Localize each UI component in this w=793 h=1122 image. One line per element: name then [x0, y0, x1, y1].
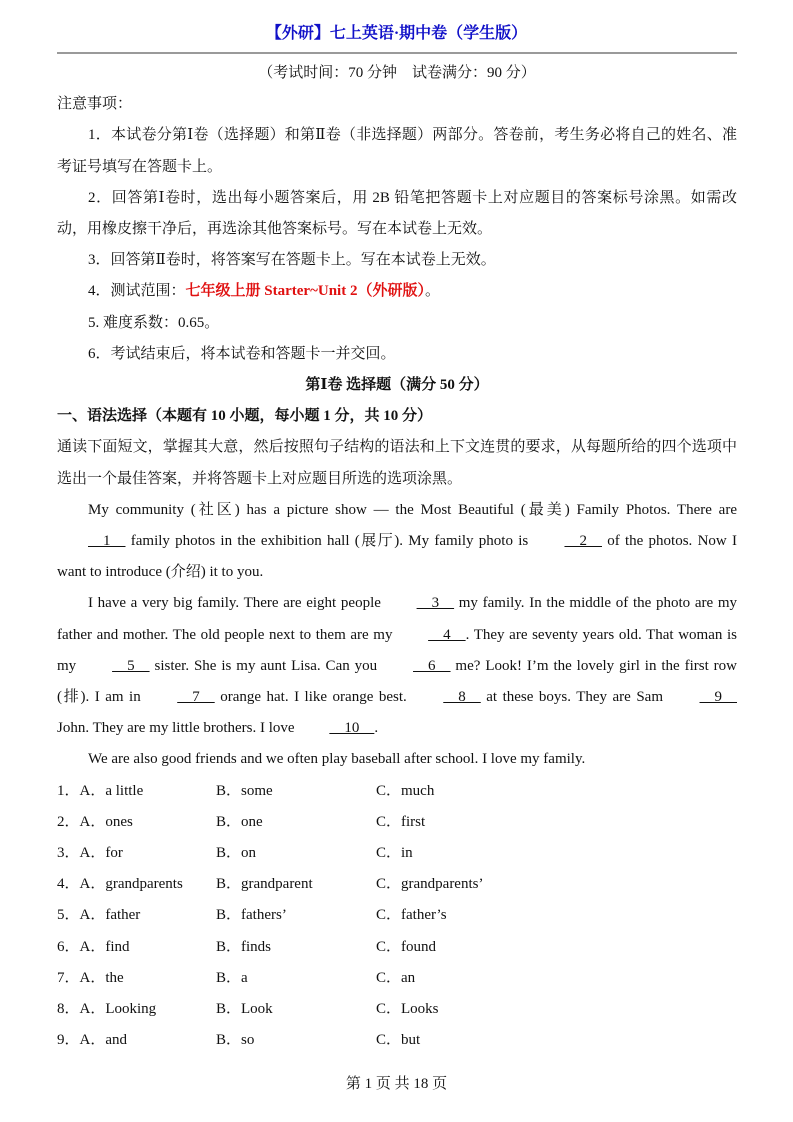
blank-1: 1	[88, 533, 126, 550]
option-A: 3．A．for	[57, 845, 123, 862]
passage-paragraph-3: We are also good friends and we often play baseball after school. I love my family.	[88, 751, 586, 768]
passage-paragraph-2	[57, 588, 737, 744]
notes-heading: 注意事项：	[57, 96, 133, 113]
question-2-options	[57, 807, 737, 838]
question-7-options	[57, 963, 737, 994]
option-B: B．finds	[216, 938, 272, 955]
note-4-label: 4．测试范围：	[88, 283, 186, 300]
question-9-options	[57, 1025, 737, 1056]
option-C: C．Looks	[376, 1001, 439, 1018]
passage-text: of the photos. Now I want to introduce (介绍) it to you.	[57, 533, 737, 581]
option-B: B．Look	[216, 1001, 273, 1018]
passage-text: .	[374, 720, 379, 737]
option-A: 8．A．Looking	[57, 1001, 157, 1018]
option-C: C．much	[376, 782, 435, 799]
option-A: 9．A．and	[57, 1032, 127, 1049]
passage-text: sister. She is my aunt Lisa. Can you	[149, 657, 383, 674]
question-6-options	[57, 932, 737, 963]
blank-8: 8	[443, 689, 481, 706]
option-C: C．first	[376, 813, 426, 830]
question-5-options	[57, 900, 737, 931]
passage-text: family photos in the exhibition hall (展厅). My family photo is	[125, 533, 534, 550]
options-list	[57, 776, 737, 1057]
passage-text: . They are seventy years old. That woman is my	[57, 626, 737, 674]
part-title: 第Ⅰ卷 选择题（满分 50 分）	[305, 377, 489, 394]
option-B: B．one	[216, 813, 263, 830]
note-6: 6．考试结束后，将本试卷和答题卡一并交回。	[88, 345, 396, 362]
question-8-options	[57, 994, 737, 1025]
question-1-options	[57, 776, 737, 807]
option-C: C．found	[376, 938, 437, 955]
passage-text: I have a very big family. There are eight people	[88, 595, 386, 612]
option-C: C．but	[376, 1032, 421, 1049]
blank-10: 10	[329, 720, 375, 737]
note-5: 5. 难度系数：0.65。	[88, 314, 220, 331]
test-range: 七年级上册 Starter~Unit 2（外研版）	[185, 283, 425, 300]
passage-text: John. They are my little brothers. I love	[57, 720, 299, 737]
option-B: B．some	[216, 782, 273, 799]
note-3: 3．回答第Ⅱ卷时，将答案写在答题卡上。写在本试卷上无效。	[88, 252, 496, 269]
page-content	[57, 58, 737, 1057]
option-A: 2．A．ones	[57, 813, 133, 830]
option-A: 5．A．father	[57, 907, 141, 924]
blank-7: 7	[177, 689, 215, 706]
page-number: 第 1 页 共 18 页	[345, 1076, 448, 1092]
note-4-suffix: 。	[424, 283, 440, 300]
blank-6: 6	[413, 657, 451, 674]
option-C: C．grandparents’	[376, 876, 484, 893]
option-B: B．so	[216, 1032, 255, 1049]
blank-5: 5	[112, 657, 150, 674]
option-C: C．in	[376, 845, 413, 862]
option-B: B．grandparent	[216, 876, 313, 893]
option-B: B．a	[216, 969, 248, 986]
option-C: C．an	[376, 969, 416, 986]
note-1: 1．本试卷分第Ⅰ卷（选择题）和第Ⅱ卷（非选择题）两部分。答卷前，考生务必将自己的姓名、准考证号填写在答题卡上。	[57, 127, 737, 175]
option-C: C．father’s	[376, 907, 447, 924]
passage-text: me? Look! I’m the lovely girl in the first row (排). I am in	[57, 657, 737, 706]
option-A: 1．A．a little	[57, 782, 144, 799]
option-A: 4．A．grandparents	[57, 876, 183, 893]
option-A: 6．A．find	[57, 938, 130, 955]
question-4-options	[57, 869, 737, 900]
blank-3: 3	[416, 595, 455, 612]
blank-9: 9	[699, 689, 737, 706]
passage-paragraph-1	[57, 495, 737, 589]
option-A: 7．A．the	[57, 969, 124, 986]
option-B: B．fathers’	[216, 907, 287, 924]
passage-text: My community (社区) has a picture show — the Most Beautiful (最美) Family Photos. There are	[88, 501, 737, 518]
section-instructions: 通读下面短文，掌握其大意，然后按照句子结构的语法和上下文连贯的要求，从每题所给的四个选项中选出一个最佳答案，并将答题卡上对应题目所选的选项涂黑。	[57, 439, 737, 487]
blank-2: 2	[564, 533, 602, 550]
option-B: B．on	[216, 845, 257, 862]
passage-text: at these boys. They are Sam	[480, 689, 669, 706]
exam-info: （考试时间：70 分钟 试卷满分：90 分）	[258, 65, 536, 81]
note-2: 2．回答第Ⅰ卷时，选出每小题答案后，用 2B 铅笔把答题卡上对应题目的答案标号涂黑。如需改动，用橡皮擦干净后，再选涂其他答案标号。写在本试卷上无效。	[57, 189, 737, 238]
note-4	[57, 276, 737, 307]
question-3-options	[57, 838, 737, 869]
passage-text: orange hat. I like orange best.	[214, 689, 413, 706]
blank-4: 4	[428, 626, 466, 643]
document-title: 【外研】七上英语·期中卷（学生版）	[265, 25, 528, 42]
passage-text: my family. In the middle of the photo are my father and mother. The old people next to them are my	[57, 595, 737, 643]
header-divider	[57, 52, 737, 54]
section-title: 一、语法选择（本题有 10 小题，每小题 1 分，共 10 分）	[57, 408, 433, 425]
